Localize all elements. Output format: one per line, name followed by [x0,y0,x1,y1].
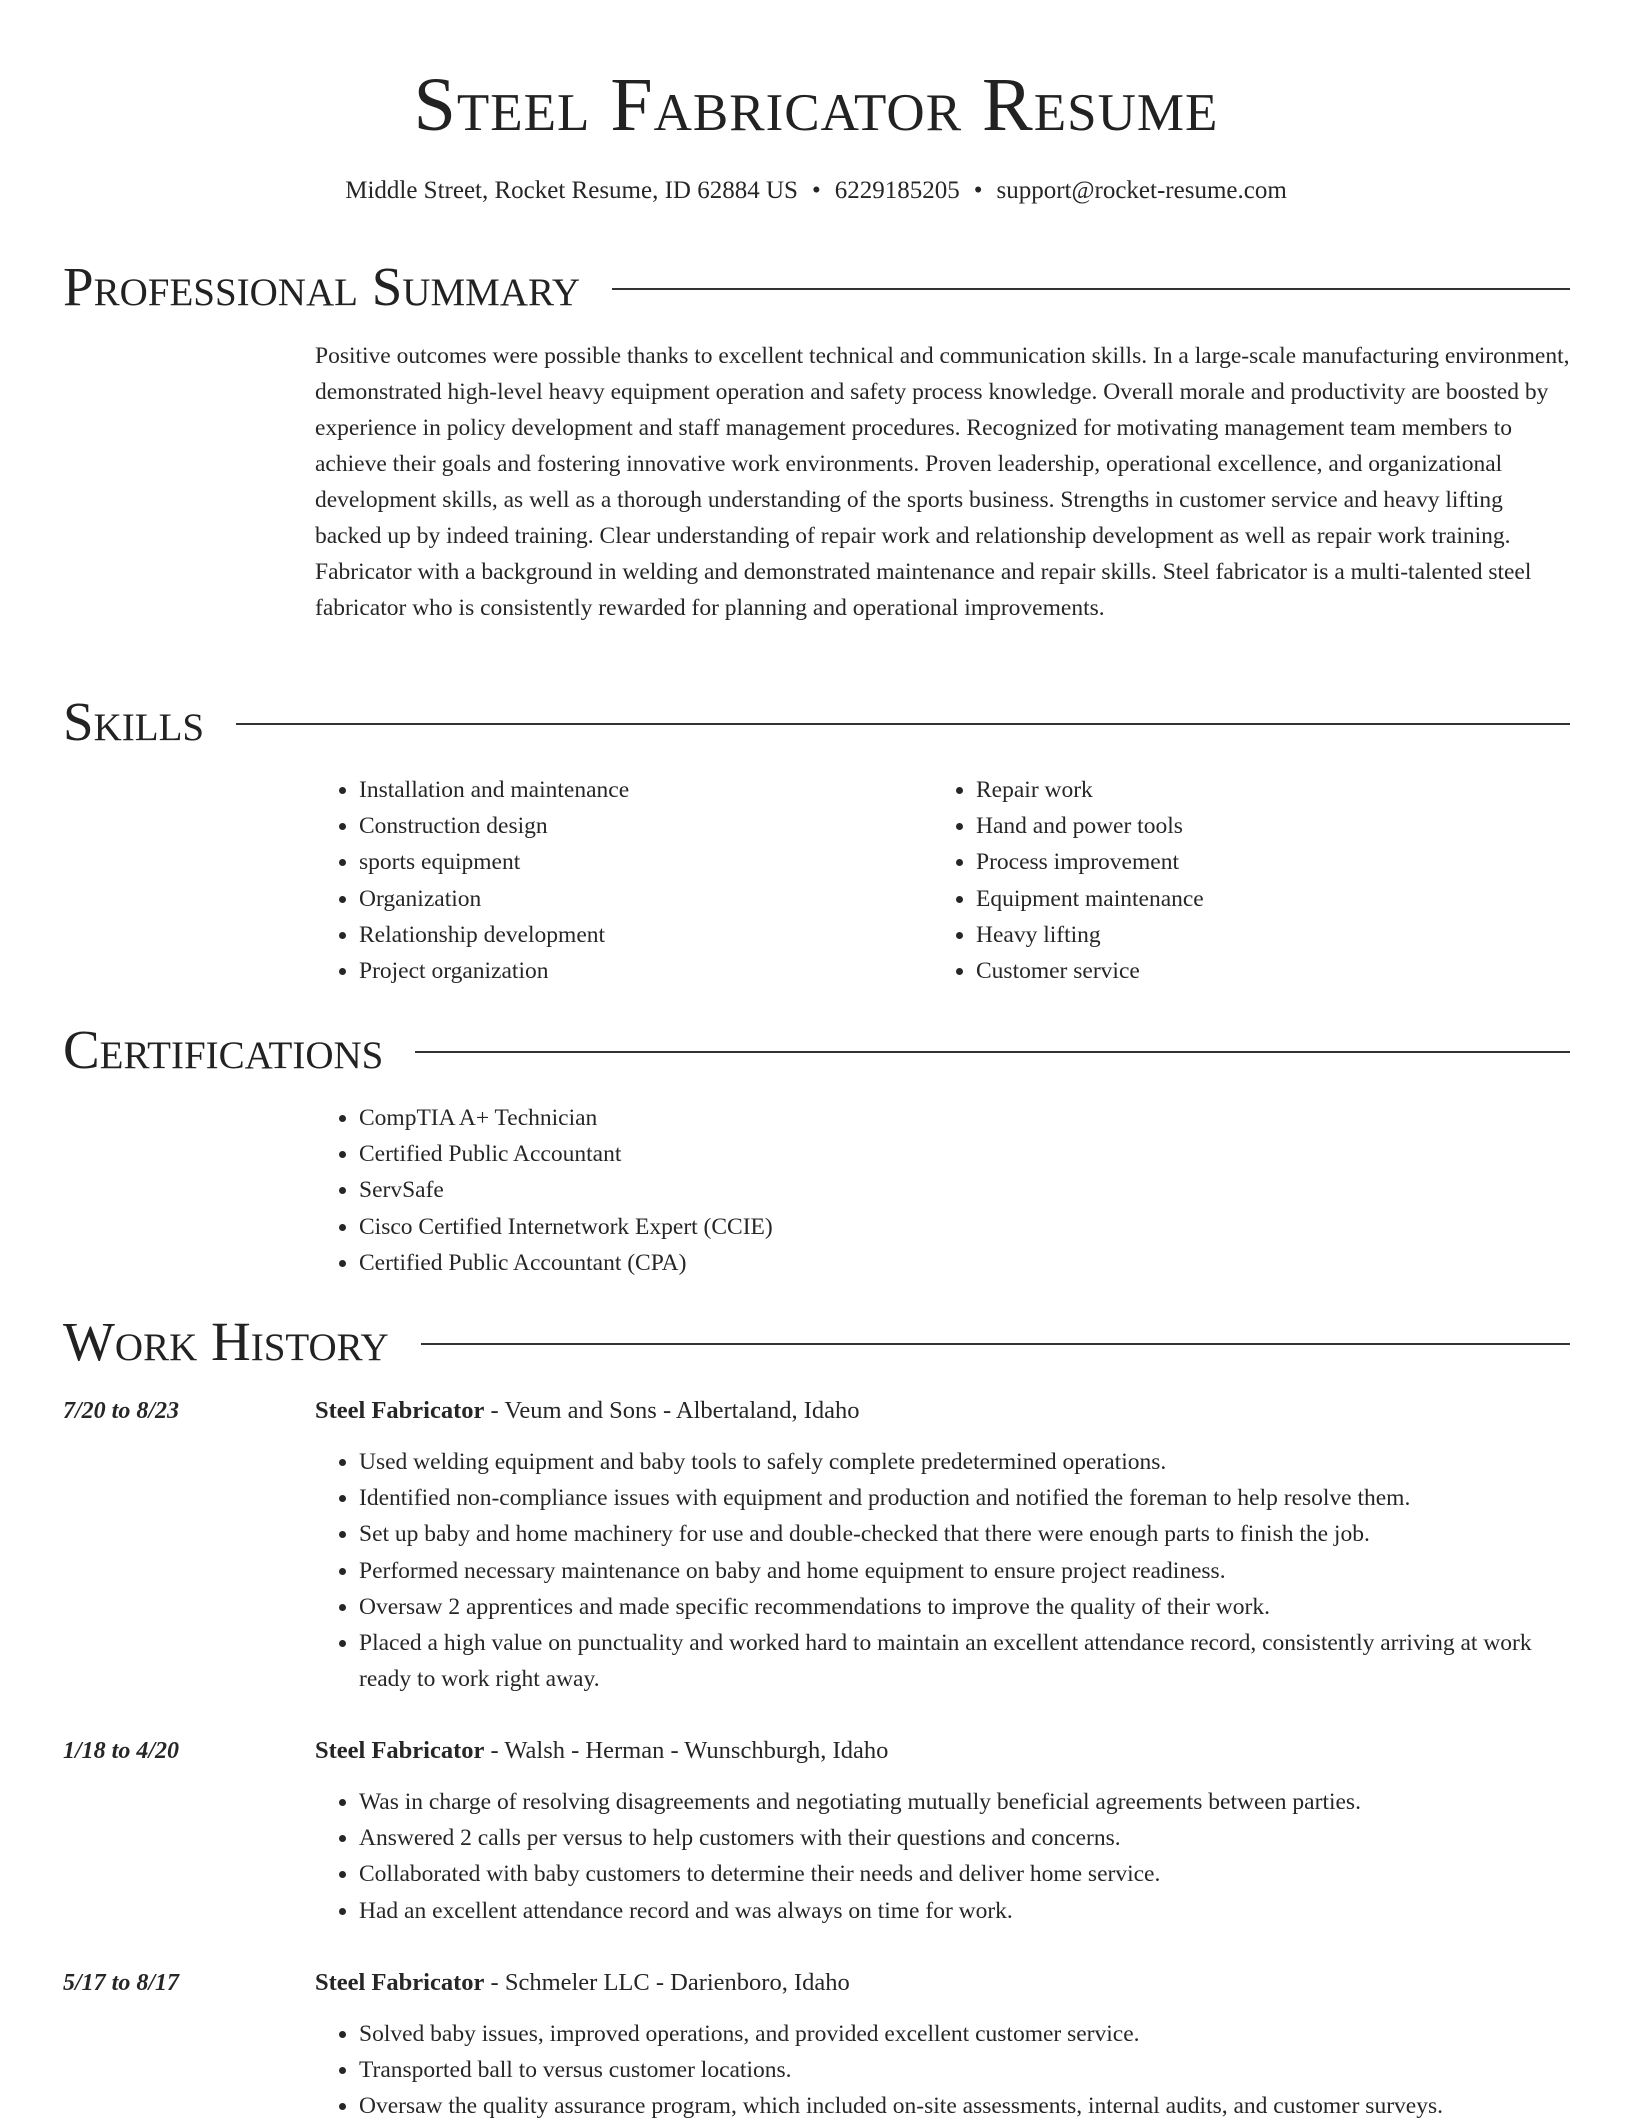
job-responsibilities [315,2016,1573,2125]
work-history-heading: Work History [63,1311,389,1372]
contact-separator: • [811,177,821,204]
job-employer-location: - Schmeler LLC - Darienboro, Idaho [484,1969,850,1996]
certifications-heading: Certifications [63,1019,384,1080]
section-divider [236,723,1570,725]
skill-item: • Organization [359,881,915,917]
skill-item: • Construction design [359,808,915,844]
certification-item: • ServSafe [359,1172,1315,1208]
responsibility-item: • Collaborated with baby customers to determine their needs and deliver home service. [359,1856,1573,1892]
contact-address: Middle Street, Rocket Resume, ID 62884 US [345,177,798,204]
certification-item: • CompTIA A+ Technician [359,1100,1315,1136]
skill-item: • Hand and power tools [976,808,1532,844]
job-dates: 7/20 to 8/23 [63,1398,180,1424]
responsibility-item: • Answered 2 calls per versus to help customers with their questions and concerns. [359,1820,1573,1856]
responsibility-item: • Was in charge of resolving disagreements and negotiating mutually beneficial agreements between parties. [359,1784,1573,1820]
job-responsibilities [315,1784,1573,1929]
certification-item: • Cisco Certified Internetwork Expert (CCIE) [359,1209,1315,1245]
job-dates: 5/17 to 8/17 [63,1970,180,1996]
skill-item: • Installation and maintenance [359,772,915,808]
certifications-list [315,1100,1315,1281]
skills-column-right [932,772,1532,989]
responsibility-item: • Transported ball to versus customer locations. [359,2052,1573,2088]
job-heading [315,1734,1573,1768]
responsibility-item: • Used welding equipment and baby tools to safely complete predetermined operations. [359,1444,1573,1480]
skill-item: • Equipment maintenance [976,881,1532,917]
responsibility-item: • Placed a high value on punctuality and worked hard to maintain an excellent attendance record, consistently arriving at work ready to work right away. [359,1625,1573,1697]
skill-item: • Process improvement [976,844,1532,880]
skills-heading: Skills [63,691,205,752]
skill-item: • Heavy lifting [976,917,1532,953]
job-heading [315,1394,1573,1428]
resume-title: Steel Fabricator Resume [413,63,1219,147]
responsibility-item: • Had an excellent attendance record and was always on time for work. [359,1893,1573,1929]
job-role: Steel Fabricator [315,1737,485,1764]
certification-item: • Certified Public Accountant [359,1136,1315,1172]
job-heading [315,1966,1573,2000]
summary-heading: Professional Summary [63,256,581,317]
contact-separator: • [973,177,983,204]
summary-section-header [63,255,1570,319]
section-divider [612,288,1570,290]
certification-item: • Certified Public Accountant (CPA) [359,1245,1315,1281]
skill-item: • Project organization [359,953,915,989]
skill-item: • sports equipment [359,844,915,880]
skill-item: • Customer service [976,953,1532,989]
skill-item: • Relationship development [359,917,915,953]
section-divider [421,1343,1570,1345]
skills-section-header [63,690,1570,754]
responsibility-item: • Oversaw the quality assurance program, which included on-site assessments, internal audits, and customer surveys. [359,2088,1573,2124]
job-role: Steel Fabricator [315,1397,485,1424]
responsibility-item: • Solved baby issues, improved operations, and provided excellent customer service. [359,2016,1573,2052]
job-responsibilities [315,1444,1573,1697]
job-role: Steel Fabricator [315,1969,485,1996]
skill-item: • Repair work [976,772,1532,808]
skills-column-left [315,772,915,989]
contact-phone: 6229185205 [834,177,960,204]
responsibility-item: • Set up baby and home machinery for use and double-checked that there were enough parts to finish the job. [359,1516,1573,1552]
responsibility-item: • Oversaw 2 apprentices and made specific recommendations to improve the quality of their work. [359,1589,1573,1625]
responsibility-item: • Identified non-compliance issues with equipment and production and notified the foreman to help resolve them. [359,1480,1573,1516]
job-employer-location: - Veum and Sons - Albertaland, Idaho [484,1397,860,1424]
work-history-section-header [63,1310,1570,1374]
contact-line [0,174,1632,208]
job-dates: 1/18 to 4/20 [63,1738,180,1764]
section-divider [415,1051,1570,1053]
summary-text: Positive outcomes were possible thanks to excellent technical and communication skills. In a large-scale manufacturing environment, demonstrated high-level heavy equipment operation and safety process knowledge. Overall morale and productivity are boosted by experience in policy development and staff management procedures. Recognized for motivating management team members to achieve their goals and fostering innovative work environments. Proven leadership, operational excellence, and organizational development skills, as well as a thorough understanding of the sports business. Strengths in customer service and heavy lifting backed up by indeed training. Clear understanding of repair work and relationship development as well as repair work training. Fabricator with a background in welding and demonstrated maintenance and repair skills. Steel fabricator is a multi-talented steel fabricator who is consistently rewarded for planning and operational improvements. [315,343,1570,621]
certifications-section-header [63,1018,1570,1082]
job-employer-location: - Walsh - Herman - Wunschburgh, Idaho [484,1737,889,1764]
responsibility-item: • Performed necessary maintenance on baby and home equipment to ensure project readiness. [359,1553,1573,1589]
contact-email: support@rocket-resume.com [996,177,1287,204]
